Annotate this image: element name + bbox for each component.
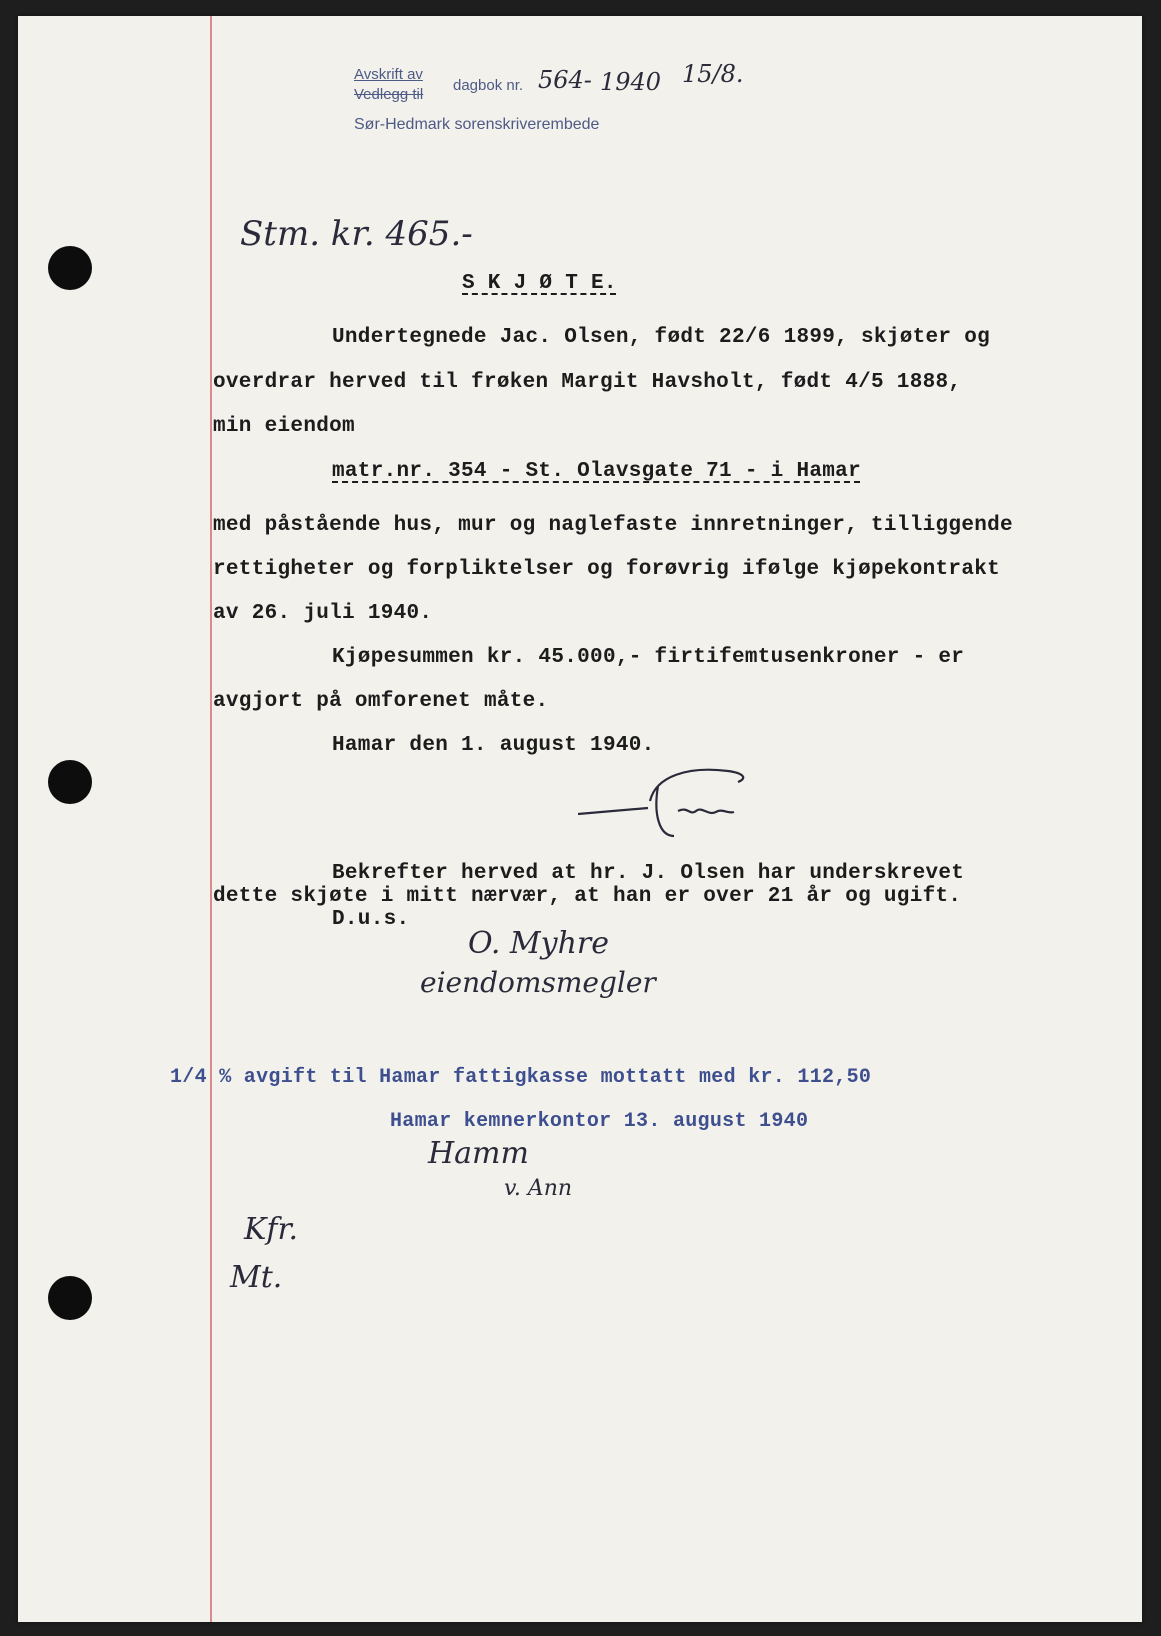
place-date: Hamar den 1. august 1940. bbox=[332, 734, 655, 757]
document-page bbox=[18, 16, 1142, 1622]
punch-hole-bottom bbox=[48, 1276, 92, 1320]
witness-title: eiendomsmegler bbox=[420, 966, 656, 999]
property-designation: matr.nr. 354 - St. Olavsgate 71 - i Hamar bbox=[332, 460, 861, 483]
stamp-vedlegg: Vedlegg til bbox=[354, 86, 424, 103]
deed-title: S K J Ø T E. bbox=[462, 272, 617, 295]
dagbok-year: 1940 bbox=[600, 68, 662, 96]
deed-line-4: med påstående hus, mur og naglefaste innretninger, tilliggende bbox=[213, 514, 1013, 537]
witness-line-3: D.u.s. bbox=[332, 908, 410, 931]
witness-signature: O. Myhre bbox=[468, 926, 609, 961]
seller-signature bbox=[578, 756, 788, 846]
dagbok-number: 564- bbox=[538, 66, 592, 94]
deed-line-7: Kjøpesummen kr. 45.000,- firtifemtusenkroner - er bbox=[332, 646, 965, 669]
fee-signature-2: v. Ann bbox=[504, 1176, 573, 1201]
stamp-avskrift: Avskrift av bbox=[354, 66, 423, 83]
deed-line-8: avgjort på omforenet måte. bbox=[213, 690, 549, 713]
punch-hole-top bbox=[48, 246, 92, 290]
stamp-duty-note: Stm. kr. 465.- bbox=[240, 214, 473, 254]
footer-note-2: Mt. bbox=[230, 1260, 283, 1295]
witness-line-2: dette skjøte i mitt nærvær, at han er over 21 år og ugift. bbox=[213, 885, 962, 908]
stamp-dagbok: dagbok nr. bbox=[453, 77, 524, 94]
dagbok-date: 15/8. bbox=[682, 60, 744, 88]
punch-hole-middle bbox=[48, 760, 92, 804]
deed-line-5: rettigheter og forpliktelser og forøvrig ifølge kjøpekontrakt bbox=[213, 558, 1001, 581]
deed-line-1: Undertegnede Jac. Olsen, født 22/6 1899, skjøter og bbox=[332, 326, 991, 349]
deed-line-3: min eiendom bbox=[213, 415, 355, 438]
deed-line-6: av 26. juli 1940. bbox=[213, 602, 433, 625]
margin-rule bbox=[210, 16, 212, 1622]
fee-office-date: Hamar kemnerkontor 13. august 1940 bbox=[390, 1110, 809, 1133]
deed-line-2: overdrar herved til frøken Margit Havsholt, født 4/5 1888, bbox=[213, 371, 962, 394]
fee-line: 1/4 % avgift til Hamar fattigkasse mottatt med kr. 112,50 bbox=[170, 1066, 872, 1089]
witness-line-1: Bekrefter herved at hr. J. Olsen har underskrevet bbox=[332, 862, 965, 885]
office-stamp: Sør-Hedmark sorenskriverembede bbox=[354, 116, 600, 133]
fee-signature: Hamm bbox=[428, 1136, 529, 1171]
footer-note-1: Kfr. bbox=[244, 1212, 299, 1247]
